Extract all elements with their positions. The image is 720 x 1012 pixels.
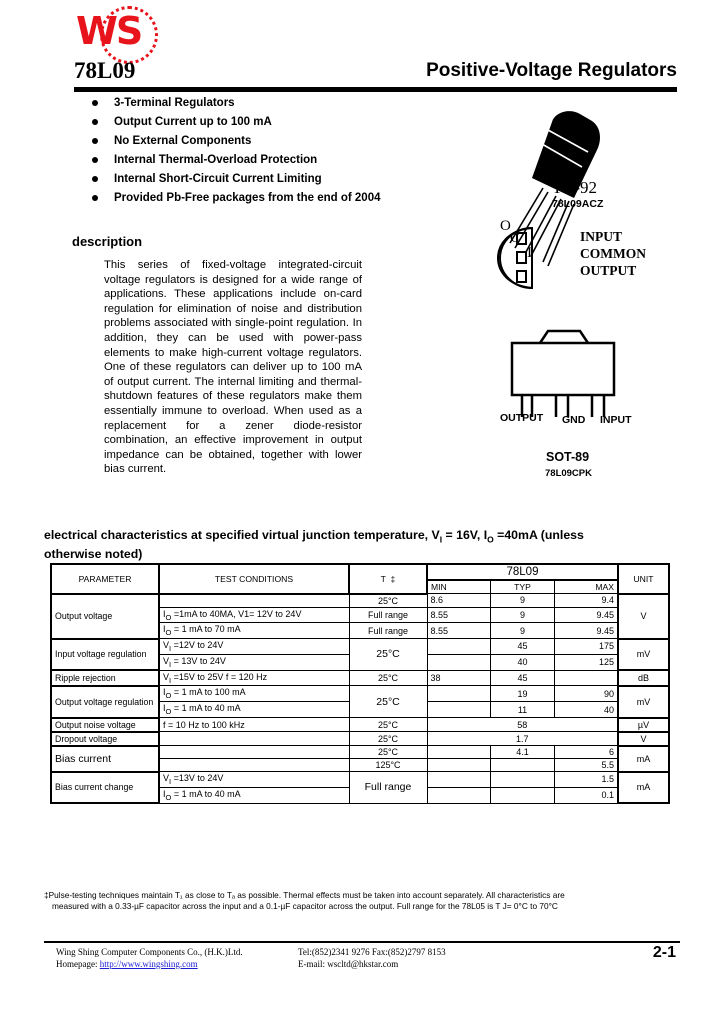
typ-value: 9 — [491, 594, 555, 608]
unit-value: mA — [618, 746, 669, 772]
test-condition: $I_O = 1$ mA to 40 mA — [159, 702, 349, 718]
feature-label: Provided Pb-Free packages from the end of 2004 — [114, 192, 381, 204]
min-value: 8.55 — [427, 623, 491, 639]
max-value: 6 — [554, 746, 618, 759]
min-value — [427, 759, 491, 772]
test-condition — [159, 759, 349, 772]
test-condition: $V_I = 13V$ to 24V — [159, 654, 349, 670]
test-condition: $I_O = 1$ mA to 70 mA — [159, 623, 349, 639]
bullet-icon — [92, 195, 98, 201]
temperature-value: 25°C — [349, 732, 427, 746]
typ-value — [491, 759, 555, 772]
document-title: Positive-Voltage Regulators — [426, 60, 677, 81]
column-header-max: MAX — [554, 580, 618, 594]
typical-value: 58 — [427, 718, 618, 732]
to92-lead-label-o: O — [500, 218, 511, 234]
list-item — [88, 189, 388, 208]
bullet-icon — [92, 176, 98, 182]
temperature-value: Full range — [349, 623, 427, 639]
parameter-name: Ripple rejection — [51, 670, 159, 686]
temperature-value: 25°C — [349, 746, 427, 759]
min-value: 38 — [427, 670, 491, 686]
temperature-value: 25°C — [349, 639, 427, 671]
footer-contact-block — [298, 947, 446, 970]
bullet-icon — [92, 157, 98, 163]
footer-company-block — [56, 947, 243, 970]
max-value: 9.45 — [554, 623, 618, 639]
description-heading: description — [72, 234, 143, 249]
package-drawing-svg — [470, 100, 700, 500]
spec-heading-text2: otherwise noted) — [44, 547, 143, 562]
sot89-pin-gnd: GND — [562, 414, 586, 426]
parameter-name: Bias current — [51, 746, 159, 772]
typ-value: 9 — [491, 623, 555, 639]
feature-label: Internal Thermal-Overload Protection — [114, 154, 318, 166]
footnote-line-2: measured with a 0.33-µF capacitor across the input and a 0.1-µF capacitor across the output. Full range for the 78L05 is T J= 0°C to 70°C — [52, 901, 558, 911]
table-row — [51, 686, 669, 702]
pin-function-output: OUTPUT — [580, 263, 637, 278]
max-value: 9.4 — [554, 594, 618, 608]
logo-text: WS — [76, 9, 142, 53]
sot89-pin-output: OUTPUT — [500, 412, 544, 424]
spec-heading-mid: = 16V, I — [442, 528, 488, 542]
parameter-name: Output voltage regulation — [51, 686, 159, 718]
temperature-value: 25°C — [349, 686, 427, 718]
spec-heading-sub1: I — [439, 534, 443, 545]
test-condition — [159, 732, 349, 746]
spec-heading-end: =40mA (unless — [493, 528, 584, 542]
bullet-icon — [92, 119, 98, 125]
unit-value: V — [618, 732, 669, 746]
list-item — [88, 151, 388, 170]
list-item — [88, 113, 388, 132]
email-label: E-mail: — [298, 958, 325, 969]
min-value: 8.6 — [427, 594, 491, 608]
typ-value: 45 — [491, 639, 555, 655]
column-header-device: 78L09 — [427, 564, 618, 580]
feature-label: 3-Terminal Regulators — [114, 97, 235, 109]
temperature-value: 25°C — [349, 594, 427, 608]
table-footnote — [44, 890, 680, 912]
test-condition: $V_I =12V$ to 24V — [159, 639, 349, 655]
pin-function-common: COMMON — [580, 246, 646, 261]
company-name: Wing Shing Computer Components Co., (H.K.)Ltd. — [56, 947, 243, 957]
test-condition: $V_I =13V$ to 24V — [159, 772, 349, 788]
parameter-name: Input voltage regulation — [51, 639, 159, 671]
unit-value: dB — [618, 670, 669, 686]
to92-pin-functions — [580, 228, 646, 279]
max-value: 175 — [554, 639, 618, 655]
parameter-name: Dropout voltage — [51, 732, 159, 746]
min-value: 8.55 — [427, 607, 491, 623]
temperature-value: 125°C — [349, 759, 427, 772]
sot89-package-name: SOT-89 — [546, 450, 590, 464]
company-logo — [74, 4, 174, 62]
table-row — [51, 639, 669, 655]
min-value — [427, 702, 491, 718]
max-value: 90 — [554, 686, 618, 702]
list-item — [88, 132, 388, 151]
temperature-value: Full range — [349, 607, 427, 623]
temperature-value: Full range — [349, 772, 427, 804]
min-value — [427, 772, 491, 788]
max-value: 125 — [554, 654, 618, 670]
max-value: 9.45 — [554, 607, 618, 623]
column-header-min: MIN — [427, 580, 491, 594]
description-body: This series of fixed-voltage integrated-circuit voltage regulators is designed for a wide range of applications. These applications include on-card regulation for elimination of noise and distribution problems associated with single-point regulation. In addition, they can be used with power-pass elements to make high-current voltage regulators. One of these regulators can deliver up to 100 mA of output current. The internal limiting and thermal-shutdown features of these regulators make them essentially immune to overload. When used as a replacement for a zener diode-resistor combination, an effective improvement in output impedance can be obtained, together with lower bias current. — [104, 259, 362, 476]
typ-value — [491, 772, 555, 788]
pin-function-input: INPUT — [580, 229, 623, 244]
max-value: 0.1 — [554, 787, 618, 803]
min-value — [427, 746, 491, 759]
unit-value: mV — [618, 639, 669, 671]
footnote-line-1: ‡Pulse-testing techniques maintain T₁ as close to Tₐ as possible. Thermal effects must be taken into account separately. All characteristics are — [44, 890, 565, 900]
typ-value: 40 — [491, 654, 555, 670]
homepage-link[interactable]: http://www.wingshing.com — [99, 958, 198, 969]
to92-part-number: 78L09ACZ — [552, 198, 604, 210]
package-diagrams — [470, 100, 700, 500]
min-value — [427, 787, 491, 803]
telephone-fax: Tel:(852)2341 9276 Fax:(852)2797 8153 — [298, 947, 446, 957]
electrical-characteristics-table — [50, 563, 670, 804]
test-condition: $I_O =1mA$ to 40MA, V1= 12V to 24V — [159, 607, 349, 623]
typ-value: 4.1 — [491, 746, 555, 759]
page-title: 78L09 — [74, 58, 136, 83]
min-value — [427, 654, 491, 670]
list-item — [88, 94, 388, 113]
sot89-part-number: 78L09CPK — [545, 468, 592, 479]
table-row — [51, 746, 669, 759]
spec-section-heading — [44, 528, 680, 562]
sot89-pin-input: INPUT — [600, 414, 632, 426]
table-row — [51, 772, 669, 788]
temperature-value: 25°C — [349, 718, 427, 732]
typ-value: 19 — [491, 686, 555, 702]
test-condition: f = 10 Hz to 100 kHz — [159, 718, 349, 732]
feature-list — [88, 94, 388, 208]
min-value — [427, 686, 491, 702]
temperature-value: 25°C — [349, 670, 427, 686]
unit-value: mA — [618, 772, 669, 804]
column-header-typ: TYP — [491, 580, 555, 594]
bullet-icon — [92, 100, 98, 106]
parameter-name: Output noise voltage — [51, 718, 159, 732]
unit-value: µV — [618, 718, 669, 732]
email-address[interactable]: wscltd@hkstar.com — [327, 958, 399, 969]
feature-label: Output Current up to 100 mA — [114, 116, 272, 128]
column-header-unit: UNIT — [618, 564, 669, 594]
table-row — [51, 718, 669, 732]
typ-value: 45 — [491, 670, 555, 686]
unit-value: mV — [618, 686, 669, 718]
max-value — [554, 670, 618, 686]
table-row — [51, 594, 669, 608]
feature-label: Internal Short-Circuit Current Limiting — [114, 173, 322, 185]
column-header-test-conditions: TEST CONDITIONS — [159, 564, 349, 594]
typ-value — [491, 787, 555, 803]
test-condition: $I_O = 1$ mA to 40 mA — [159, 787, 349, 803]
test-condition: $I_O = 1$ mA to 100 mA — [159, 686, 349, 702]
parameter-name: Output voltage — [51, 594, 159, 639]
table-row — [51, 732, 669, 746]
parameter-name: Bias current change — [51, 772, 159, 804]
spec-heading-sub2: O — [487, 534, 494, 545]
typical-value: 1.7 — [427, 732, 618, 746]
sot89-package-icon — [512, 331, 614, 417]
to92-lead-label-c: C — [510, 230, 521, 246]
column-header-temperature: T ‡ — [349, 564, 427, 594]
max-value: 1.5 — [554, 772, 618, 788]
test-condition: $V_I =15V$ to 25V f = 120 Hz — [159, 670, 349, 686]
to92-package-name: TO-92 — [552, 178, 598, 197]
footer-divider — [44, 941, 680, 943]
header-divider — [74, 87, 677, 92]
bullet-icon — [92, 138, 98, 144]
table-row — [51, 670, 669, 686]
feature-label: No External Components — [114, 135, 252, 147]
to92-lead-label-i: I — [527, 245, 532, 261]
test-condition — [159, 594, 349, 608]
test-condition — [159, 746, 349, 759]
min-value — [427, 639, 491, 655]
typ-value: 9 — [491, 607, 555, 623]
max-value: 5.5 — [554, 759, 618, 772]
column-header-parameter: PARAMETER — [51, 564, 159, 594]
spec-heading-text1: electrical characteristics at specified virtual junction temperature, V — [44, 528, 440, 542]
homepage-label: Homepage: — [56, 958, 98, 969]
typ-value: 11 — [491, 702, 555, 718]
list-item — [88, 170, 388, 189]
max-value: 40 — [554, 702, 618, 718]
page-number: 2-1 — [652, 944, 676, 961]
unit-value: V — [618, 594, 669, 639]
